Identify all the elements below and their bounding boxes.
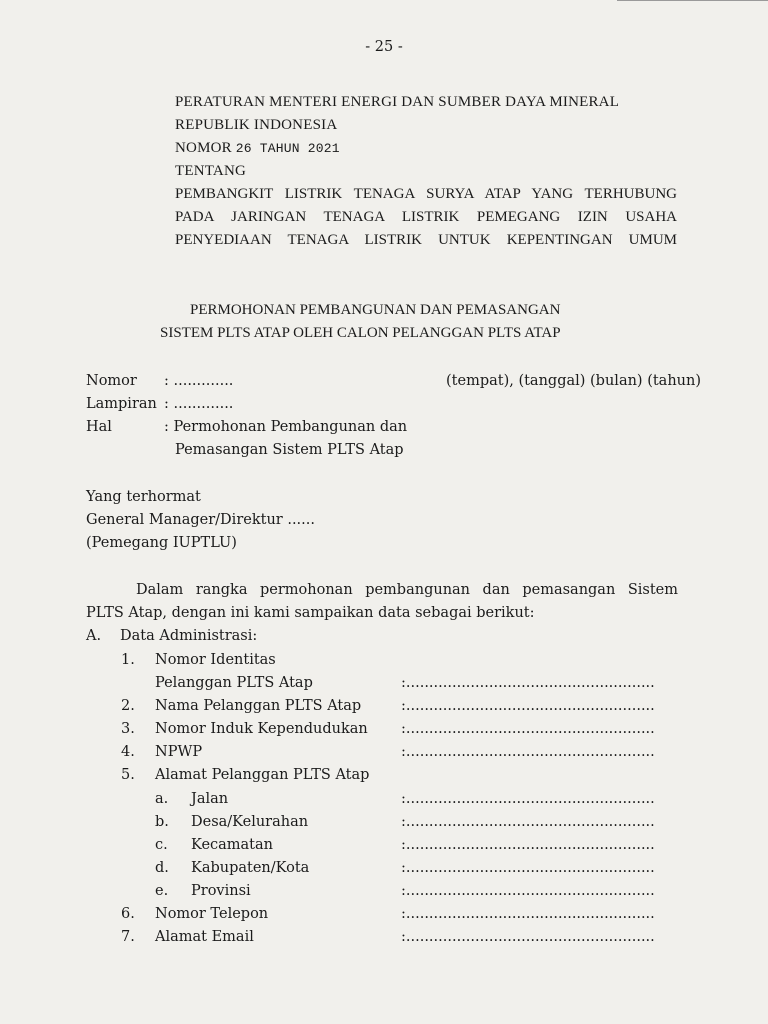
- sub-item-label: Kabupaten/Kota: [191, 860, 310, 876]
- header-line-7: PENYEDIAAN TENAGA LISTRIK UNTUK KEPENTINGAN UMUM: [175, 232, 677, 248]
- fill-in-dots: :......................................................: [401, 814, 655, 830]
- header-nomor-label: NOMOR: [175, 140, 232, 156]
- header-nomor-value: 26 TAHUN 2021: [235, 141, 340, 156]
- header-line-3: [175, 139, 340, 158]
- item-number: 7.: [121, 929, 135, 945]
- item-label: Alamat Email: [155, 929, 254, 945]
- addressee-line-2: General Manager/Direktur ......: [86, 512, 315, 528]
- section-a-marker: A.: [86, 628, 102, 644]
- header-line-5: PEMBANGKIT LISTRIK TENAGA SURYA ATAP YANG TERHUBUNG: [175, 186, 677, 202]
- hal-label: Hal: [86, 419, 112, 435]
- sub-item-letter: b.: [155, 814, 169, 830]
- lampiran-value: : .............: [164, 396, 234, 412]
- scan-edge-line: [617, 0, 768, 1]
- item-label: Nomor Induk Kependudukan: [155, 721, 368, 737]
- form-title-line-2: SISTEM PLTS ATAP OLEH CALON PELANGGAN PLTS ATAP: [160, 325, 561, 341]
- fill-in-dots: :......................................................: [401, 906, 655, 922]
- item-label: Nama Pelanggan PLTS Atap: [155, 698, 362, 714]
- fill-in-dots: :......................................................: [401, 860, 655, 876]
- sub-item-label: Desa/Kelurahan: [191, 814, 309, 830]
- addressee-line-1: Yang terhormat: [86, 489, 201, 505]
- sub-item-letter: a.: [155, 791, 169, 807]
- item-number: 3.: [121, 721, 135, 737]
- fill-in-dots: :......................................................: [401, 837, 655, 853]
- sub-item-letter: c.: [155, 837, 168, 853]
- sub-item-letter: e.: [155, 883, 169, 899]
- page-number: - 25 -: [365, 39, 403, 55]
- fill-in-dots: :......................................................: [401, 721, 655, 737]
- item-number: 5.: [121, 767, 135, 783]
- nomor-label: Nomor: [86, 373, 137, 389]
- fill-in-dots: :......................................................: [401, 744, 655, 760]
- item-label: Alamat Pelanggan PLTS Atap: [155, 767, 370, 783]
- item-label: Nomor Identitas: [155, 652, 276, 668]
- sub-item-letter: d.: [155, 860, 169, 876]
- header-line-1: PERATURAN MENTERI ENERGI DAN SUMBER DAYA MINERAL: [175, 94, 620, 110]
- lampiran-label: Lampiran: [86, 396, 157, 412]
- place-date: (tempat), (tanggal) (bulan) (tahun): [446, 373, 701, 389]
- item-label: NPWP: [155, 744, 203, 760]
- sub-item-label: Provinsi: [191, 883, 251, 899]
- item-number: 2.: [121, 698, 135, 714]
- fill-in-dots: :......................................................: [401, 698, 655, 714]
- item-label: Nomor Telepon: [155, 906, 269, 922]
- item-label-continued: Pelanggan PLTS Atap: [155, 675, 313, 691]
- header-line-6: PADA JARINGAN TENAGA LISTRIK PEMEGANG IZIN USAHA: [175, 209, 677, 225]
- section-a-title: Data Administrasi:: [120, 628, 258, 644]
- sub-item-label: Kecamatan: [191, 837, 273, 853]
- intro-line-1: Dalam rangka permohonan pembangunan dan pemasangan Sistem: [136, 582, 678, 598]
- item-number: 6.: [121, 906, 135, 922]
- fill-in-dots: :......................................................: [401, 791, 655, 807]
- item-number: 4.: [121, 744, 135, 760]
- header-line-4: TENTANG: [175, 163, 247, 179]
- form-title-line-1: PERMOHONAN PEMBANGUNAN DAN PEMASANGAN: [190, 302, 561, 318]
- fill-in-dots: :......................................................: [401, 929, 655, 945]
- intro-line-2: PLTS Atap, dengan ini kami sampaikan data sebagai berikut:: [86, 605, 535, 621]
- fill-in-dots: :......................................................: [401, 675, 655, 691]
- header-line-2: REPUBLIK INDONESIA: [175, 117, 338, 133]
- hal-value-line-1: : Permohonan Pembangunan dan: [164, 419, 408, 435]
- hal-value-line-2: Pemasangan Sistem PLTS Atap: [175, 442, 404, 458]
- sub-item-label: Jalan: [191, 791, 229, 807]
- addressee-line-3: (Pemegang IUPTLU): [86, 535, 237, 551]
- fill-in-dots: :......................................................: [401, 883, 655, 899]
- item-number: 1.: [121, 652, 135, 668]
- nomor-value: : .............: [164, 373, 234, 389]
